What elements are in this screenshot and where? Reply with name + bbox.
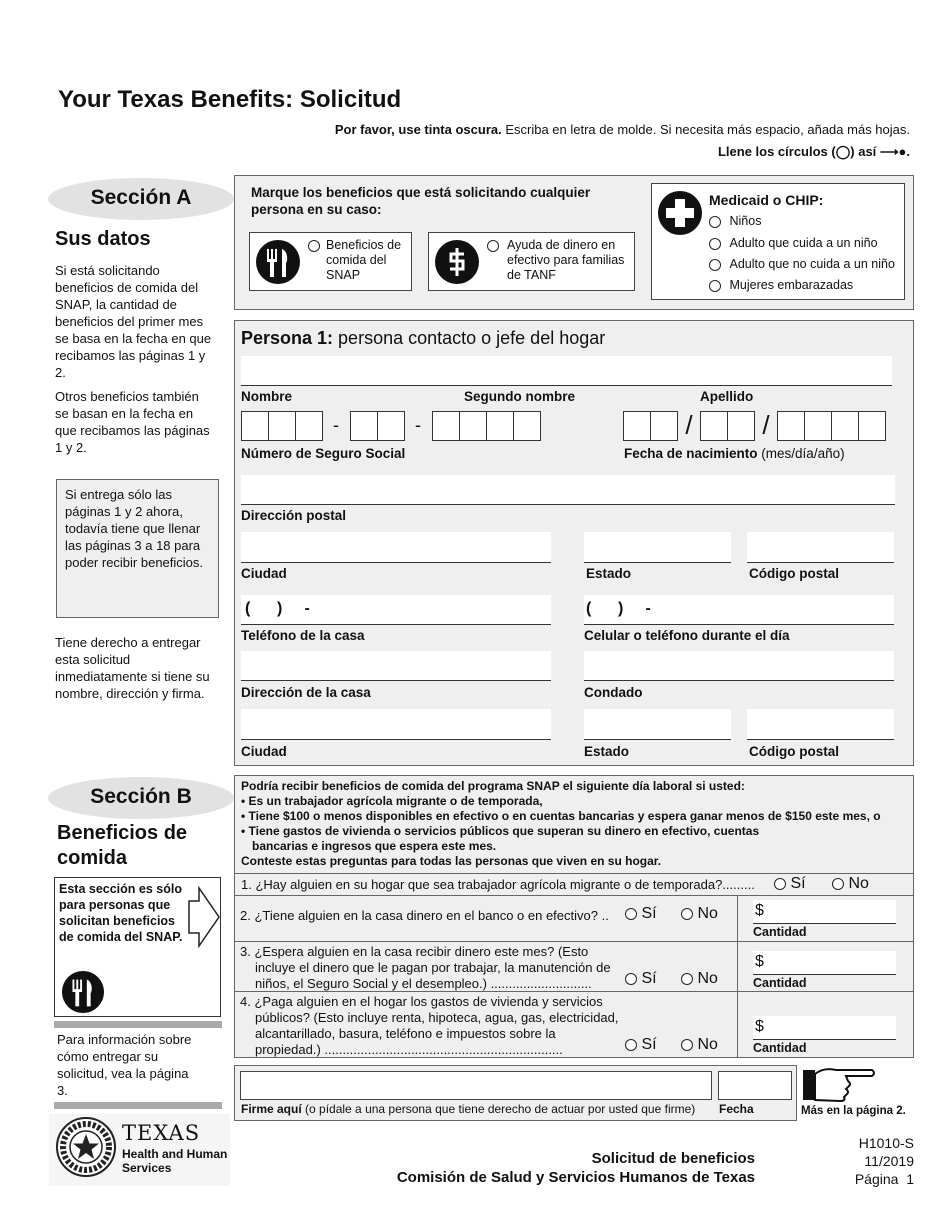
section-a-heading: Sus datos [55, 228, 151, 250]
medicaid-title: Medicaid o CHIP: [709, 192, 824, 208]
logo-line-2: Health and Human [122, 1147, 228, 1161]
question-2: 2. ¿Tiene alguien en la casa dinero en el banco o en efectivo? .. [240, 908, 609, 923]
section-a-text-3: Tiene derecho a entregar esta solicitud inmediatamente si tiene su nombre, dirección y firma. [55, 635, 210, 701]
dob-label: Fecha de nacimiento (mes/día/año) [624, 446, 845, 461]
utensils-icon [255, 239, 301, 285]
medicaid-option-adulto-cuida[interactable]: Adulto que cuida a un niño [709, 236, 878, 250]
state-input[interactable] [584, 532, 731, 563]
q3-amount-label: Cantidad [753, 976, 807, 990]
benefits-prompt: Marque los beneficios que está solicitando cualquier persona en su caso: [251, 185, 591, 217]
postal-address-input[interactable] [241, 475, 895, 505]
home-zip-label: Código postal [749, 744, 839, 759]
home-state-input[interactable] [584, 709, 731, 740]
row-divider [234, 941, 914, 942]
divider [54, 1102, 222, 1109]
snap-label: Beneficios de comida del SNAP [326, 238, 402, 282]
birth-date-input[interactable]: / / [623, 411, 886, 441]
apellido-label: Apellido [700, 389, 754, 404]
pointing-hand-icon [802, 1064, 878, 1104]
arrow-right-icon [187, 886, 221, 948]
utensils-icon [61, 970, 105, 1014]
section-a-pill: Sección A [48, 178, 234, 220]
signature-date-input[interactable] [718, 1071, 792, 1100]
form-title: Solicitud de beneficios [591, 1150, 755, 1167]
q4-amount-label: Cantidad [753, 1041, 807, 1055]
more-on-page-2: Más en la página 2. [801, 1105, 906, 1117]
section-b-pill: Sección B [48, 777, 234, 819]
signature-label: Firme aquí (o pídale a una persona que tiene derecho de actuar por usted que firme) [241, 1102, 696, 1116]
agency-name: Comisión de Salud y Servicios Humanos de Texas [396, 1169, 755, 1186]
home-state-label: Estado [584, 744, 630, 759]
cell-phone-label: Celular o teléfono durante el día [584, 628, 790, 643]
ink-instructions: Por favor, use tinta oscura. Escriba en letra de molde. Si necesita más espacio, añada más hojas. [334, 122, 910, 137]
q2-amount-label: Cantidad [753, 925, 807, 939]
section-b-info: Para información sobre cómo entregar su solicitud, vea la página 3. [57, 1032, 192, 1098]
form-id: H1010-S [858, 1135, 914, 1151]
medicaid-option-ninos[interactable]: Niños [709, 214, 761, 228]
county-label: Condado [584, 685, 643, 700]
snap-radio[interactable] [308, 240, 320, 252]
form-date: 11/2019 [864, 1153, 914, 1169]
dollar-icon [434, 239, 480, 285]
home-phone-input[interactable]: ( ) - [241, 595, 551, 625]
hhs-logo [49, 1114, 230, 1186]
q1-no-option[interactable]: No [832, 875, 869, 893]
section-b-note-box [54, 877, 221, 1017]
medicaid-option-embarazadas[interactable]: Mujeres embarazadas [709, 278, 853, 292]
medical-cross-icon [657, 190, 703, 236]
section-b-note: Esta sección es sólo para personas que solicitan beneficios de comida del SNAP. [59, 882, 183, 944]
home-city-input[interactable] [241, 709, 551, 740]
city-label: Ciudad [241, 566, 287, 581]
q1-yes-option[interactable]: Sí [774, 875, 806, 893]
column-divider [737, 895, 738, 1058]
section-a-text-2: Otros beneficios también se basan en la fecha en que recibamos las páginas 1 y 2. [55, 389, 210, 455]
cell-phone-input[interactable]: ( ) - [584, 595, 894, 625]
texas-seal-icon [55, 1116, 117, 1178]
snap-option[interactable] [249, 232, 412, 291]
home-zip-input[interactable] [747, 709, 894, 740]
home-address-input[interactable] [241, 651, 551, 681]
snap-intro: Podría recibir beneficios de comida del programa SNAP el siguiente día laboral si usted: • Es un trabajador agrícola migrante o de temporada, • Tiene $100 o menos disponibles en efectivo o en cuentas bancarias y espera ganar menos de $150 este mes, o • Tiene gastos de vivienda o servicios públicos que superan su dinero en efectivo, cuentas bancarias e ingresos que espera este mes. Conteste estas preguntas para todas las personas que viven en su hogar. [241, 779, 881, 868]
q2-amount-input[interactable]: $ [753, 900, 896, 924]
q3-yes-option[interactable]: Sí [625, 970, 657, 988]
home-address-label: Dirección de la casa [241, 685, 371, 700]
q2-no-option[interactable]: No [681, 905, 718, 923]
q3-no-option[interactable]: No [681, 970, 718, 988]
q4-yes-option[interactable]: Sí [625, 1036, 657, 1054]
divider [54, 1021, 222, 1028]
question-4: 4. ¿Paga alguien en el hogar los gastos de vivienda y servicios públicos? (Esto incluye renta, hipoteca, agua, gas, electricidad, alcantarillado, basura, teléfono e impuestos sobre la propiedad.) .................................................................. [240, 994, 619, 1057]
full-name-input[interactable] [241, 356, 892, 386]
persona-1-title: Persona 1: persona contacto o jefe del hogar [241, 328, 606, 348]
logo-texas: TEXAS [122, 1121, 201, 1145]
question-1: 1. ¿Hay alguien en su hogar que sea trabajador agrícola migrante o de temporada?......... [241, 877, 755, 892]
q2-yes-option[interactable]: Sí [625, 905, 657, 923]
q4-amount-input[interactable]: $ [753, 1016, 896, 1040]
medicaid-option-adulto-no-cuida[interactable]: Adulto que no cuida a un niño [709, 257, 895, 271]
home-city-label: Ciudad [241, 744, 287, 759]
q4-no-option[interactable]: No [681, 1036, 718, 1054]
signature-input[interactable] [240, 1071, 712, 1100]
page-number: Página 1 [854, 1171, 914, 1187]
city-input[interactable] [241, 532, 551, 563]
tanf-radio[interactable] [487, 240, 499, 252]
ssn-label: Número de Seguro Social [241, 446, 406, 461]
tanf-label: Ayuda de dinero en efectivo para familias de TANF [507, 238, 625, 282]
nombre-label: Nombre [241, 389, 293, 404]
zip-input[interactable] [747, 532, 894, 563]
q3-amount-input[interactable]: $ [753, 951, 896, 975]
section-b-heading: Beneficios de comida [57, 822, 188, 869]
state-label: Estado [586, 566, 632, 581]
medicaid-box [651, 183, 905, 300]
question-3: 3. ¿Espera alguien en la casa recibir dinero este mes? (Esto incluye el dinero que le pagan por trabajar, la manutención de niños, el Seguro Social y el desempleo.) ............................ [240, 944, 611, 991]
zip-label: Código postal [749, 566, 839, 581]
tanf-option[interactable] [428, 232, 635, 291]
home-phone-label: Teléfono de la casa [241, 628, 365, 643]
section-a-text-1: Si está solicitando beneficios de comida del SNAP, la cantidad de beneficios del primer mes se basa en la fecha en que recibamos las páginas 1 y 2. [55, 263, 212, 380]
postal-address-label: Dirección postal [241, 508, 347, 523]
ssn-input[interactable]: - - [241, 411, 541, 441]
page-title: Your Texas Benefits: Solicitud [58, 86, 402, 113]
logo-line-3: Services [122, 1161, 172, 1175]
signature-date-label: Fecha [719, 1102, 754, 1116]
section-a-note: Si entrega sólo las páginas 1 y 2 ahora, todavía tiene que llenar las páginas 3 a 18 para poder recibir beneficios. [56, 479, 219, 618]
segundo-nombre-label: Segundo nombre [464, 389, 575, 404]
county-input[interactable] [584, 651, 894, 681]
fill-circles-instructions: Llene los círculos (◯) así ⟶●. [717, 144, 910, 159]
